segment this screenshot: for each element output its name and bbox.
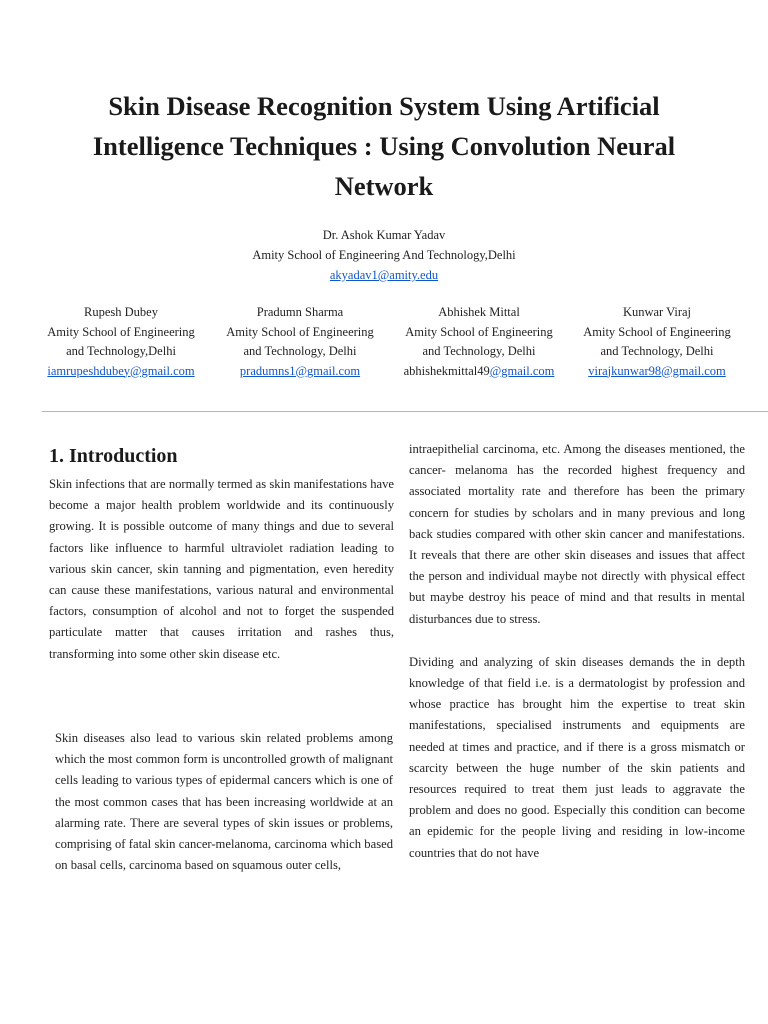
author-affiliation: Amity School of Engineering — [47, 324, 195, 339]
author-name: Rupesh Dubey — [84, 305, 158, 319]
author-card — [31, 303, 211, 381]
author-card — [210, 303, 390, 381]
author-affiliation: Amity School of Engineering — [583, 324, 731, 339]
author-name: Abhishek Mittal — [438, 305, 520, 319]
author-name: Kunwar Viraj — [622, 305, 692, 319]
author-affiliation-line2: and Technology,Delhi — [66, 344, 176, 358]
author-list — [0, 303, 768, 383]
paragraph: Dividing and analyzing of skin diseases demands the in depth knowledge of that field i.e. is a dermatologist by profession and whose practice has brought him the expertise to treat skin manifestations, specialised instruments and equipments are needed at times and practice, and if there is a gross mismatch or scarcity between the huge number of the skin patients and resources required to treat them just leads to aggravate the problem and does no good. Especially this condition can become an epidemic for the people living and residing in low-income countries that do not have — [409, 654, 745, 860]
paragraph: Skin diseases also lead to various skin related problems among which the most common form is uncontrolled growth of malignant cells leading to various types of epidermal cancers which is one of the most common cases that has been increasing worldwide at an alarming rate. There are several types of skin issues or problems, comprising of fatal skin cancer-melanoma, carcinoma which based on basal cells, carcinoma based on squamous outer cells, — [55, 731, 393, 873]
lead-author-email-link[interactable]: akyadav1@amity.edu — [329, 268, 439, 282]
paper-title — [40, 86, 728, 206]
left-column — [49, 442, 394, 665]
author-email-link[interactable]: virajkunwar98@gmail.com — [588, 363, 726, 378]
title-line: Skin Disease Recognition System Using Artificial — [108, 91, 660, 121]
title-line: Intelligence Techniques : Using Convolution Neural — [92, 131, 676, 161]
author-affiliation-line2: and Technology, Delhi — [243, 344, 357, 358]
lead-author-affiliation: Amity School of Engineering And Technology,Delhi — [252, 248, 516, 262]
author-email-link[interactable]: pradumns1@gmail.com — [239, 363, 361, 378]
author-card — [567, 303, 747, 381]
section-heading: 1. Introduction — [49, 445, 178, 467]
title-line: Network — [334, 171, 434, 201]
paragraph: Skin infections that are normally termed as skin manifestations have become a major health problem worldwide and its continuously growing. It is possible outcome of many things and due to several factors like influence to harmful ultraviolet radiation leading to various skin cancer, skin tanning and pigmentation, even heredity can cause these manifestations, various natural and environmental factors, consumption of alcohol and not to forget the suspended particulate matter that causes irritation and rashes thus, transforming into some other skin disease etc. — [49, 477, 394, 661]
lead-author-name: Dr. Ashok Kumar Yadav — [322, 228, 446, 242]
author-card — [389, 303, 569, 381]
author-affiliation-line2: and Technology, Delhi — [600, 344, 714, 358]
author-affiliation-line2: and Technology, Delhi — [422, 344, 536, 358]
lead-author-block — [0, 225, 768, 285]
author-email-link[interactable]: @gmail.com — [489, 363, 555, 378]
left-column-continued — [55, 728, 393, 876]
author-email-link[interactable]: iamrupeshdubey@gmail.com — [47, 363, 195, 378]
author-name: Pradumn Sharma — [256, 305, 344, 319]
section-divider — [42, 411, 768, 412]
author-affiliation: Amity School of Engineering — [226, 324, 374, 339]
author-email-prefix: abhishekmittal49 — [403, 363, 490, 378]
right-column — [409, 439, 745, 864]
paragraph: intraepithelial carcinoma, etc. Among the diseases mentioned, the cancer- melanoma has the recorded highest frequency and associated mortality rate and therefore has been the primary concern for studies by scholars and in many previous and long back studies compared with other skin cancer and manifestations. It reveals that there are other skin diseases and issues that affect the person and individual maybe not directly with physical effect but maybe destroy his peace of mind and that results in mental disturbances due to stress. — [409, 442, 745, 626]
author-affiliation: Amity School of Engineering — [405, 324, 553, 339]
